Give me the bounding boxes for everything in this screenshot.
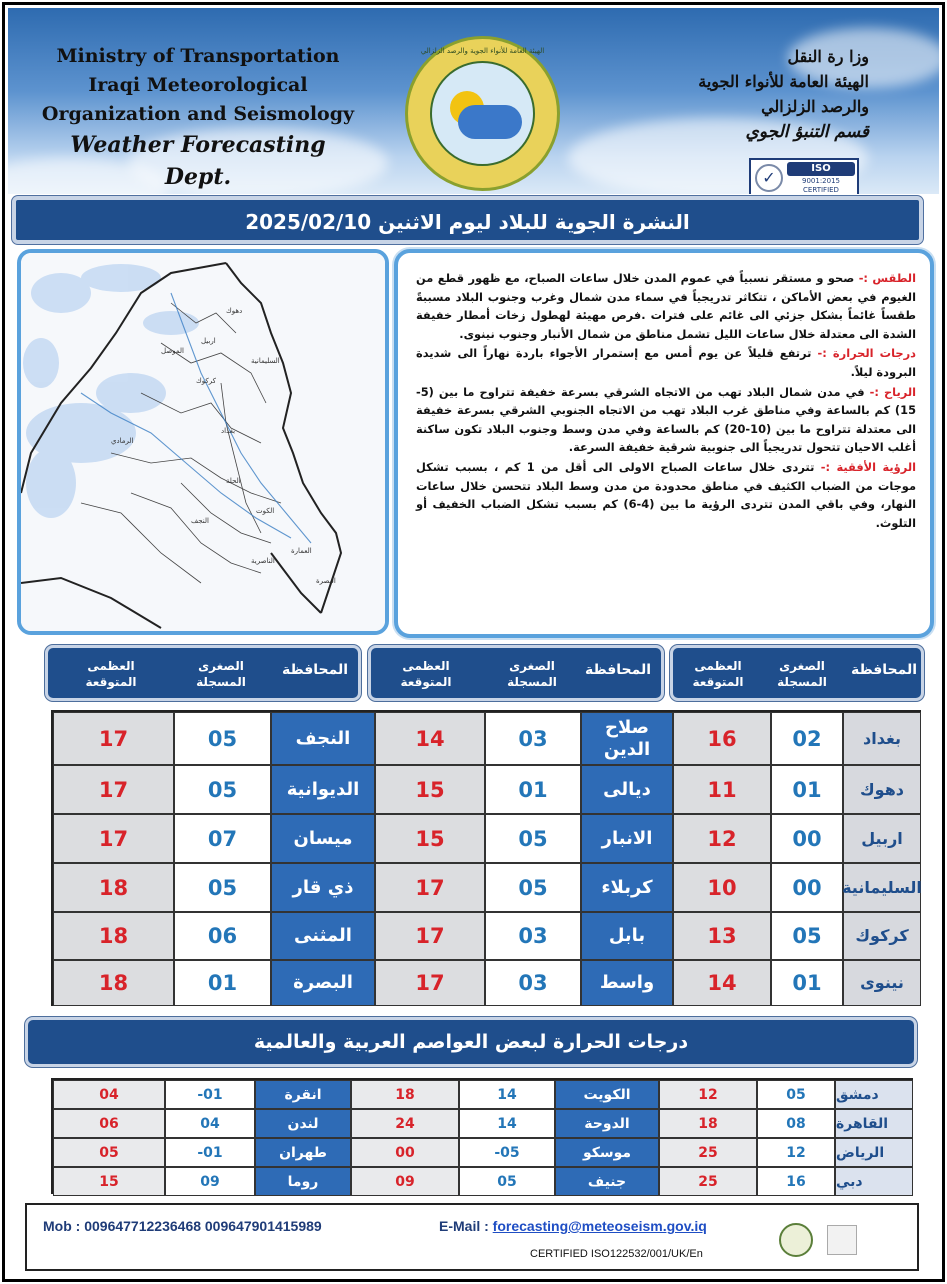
- governorate-cell: بابل: [581, 912, 673, 960]
- governorate-cell: المثنى: [271, 912, 375, 960]
- organization-seal-icon: [779, 1223, 813, 1257]
- mobile-label: Mob :: [43, 1218, 81, 1234]
- mobile-numbers: 009647712236468 009647901415989: [84, 1218, 322, 1234]
- governorate-cell: البصرة: [271, 960, 375, 1006]
- capital-max-temp: 09: [351, 1167, 459, 1196]
- min-temp-cell: 03: [485, 960, 581, 1006]
- capital-min-temp: 14: [459, 1109, 555, 1138]
- svg-text:الموصل: الموصل: [161, 347, 184, 355]
- max-temp-cell: 17: [53, 814, 174, 863]
- table-header-group-1: [670, 645, 924, 701]
- bulletin-title: النشرة الجوية للبلاد ليوم الاثنين 2025/02/10: [245, 210, 690, 234]
- capital-min-temp: 16: [757, 1167, 835, 1196]
- min-temp-cell: 01: [771, 765, 843, 814]
- svg-text:العمارة: العمارة: [291, 547, 312, 555]
- capital-max-temp: 18: [659, 1109, 757, 1138]
- forecast-text: [416, 269, 916, 533]
- max-temp-cell: 14: [673, 960, 771, 1006]
- max-temp-cell: 18: [53, 912, 174, 960]
- governorate-cell: كركوك: [843, 912, 921, 960]
- header-gov: المحافظة: [850, 662, 918, 678]
- capital-city-name: دمشق: [835, 1080, 913, 1109]
- max-temp-cell: 17: [53, 712, 174, 765]
- governorate-cell: ميسان: [271, 814, 375, 863]
- capital-max-temp: 06: [53, 1109, 165, 1138]
- visibility-text: تتردى خلال ساعات الصباح الاولى الى أقل من 1 كم ، بسبب تشكل موجات من الضباب الكثيف في مناطق محدودة من مدن وسط البلاد تتحسن خلال ساعات النهار، وفي باقي المدن تتردى الرؤية ما بين (4-6) كم بسبب تشكل الضباب الخفيف أو التلوث.: [416, 459, 917, 530]
- capital-max-temp: 18: [351, 1080, 459, 1109]
- svg-text:دهوك: دهوك: [226, 307, 243, 315]
- svg-text:الحلة: الحلة: [226, 477, 241, 485]
- organization-sub-ar: والرصد الزلزالي: [761, 97, 869, 116]
- svg-text:النجف: النجف: [191, 517, 209, 525]
- capital-min-temp: 12: [757, 1138, 835, 1167]
- capital-max-temp: 25: [659, 1138, 757, 1167]
- min-temp-cell: 05: [174, 765, 271, 814]
- max-temp-cell: 18: [53, 863, 174, 912]
- capital-min-temp: 09: [165, 1167, 255, 1196]
- forecast-text-box: [394, 249, 934, 638]
- governorate-cell: واسط: [581, 960, 673, 1006]
- capital-max-temp: 05: [53, 1138, 165, 1167]
- governorate-cell: صلاح الدين: [581, 712, 673, 765]
- svg-text:بغداد: بغداد: [221, 427, 236, 435]
- governorate-cell: السليمانية: [843, 863, 921, 912]
- capital-city-name: الرياض: [835, 1138, 913, 1167]
- capital-max-temp: 12: [659, 1080, 757, 1109]
- temperature-text: ترتفع قليلاً عن يوم أمس مع إستمرار الأجواء باردة نهاراً الى شديدة البرودة ليلاً.: [416, 346, 916, 379]
- svg-text:الرمادي: الرمادي: [111, 437, 134, 445]
- wind-label: الرياح :-: [869, 384, 917, 399]
- max-temp-cell: 16: [673, 712, 771, 765]
- min-temp-cell: 02: [771, 712, 843, 765]
- capital-max-temp: 24: [351, 1109, 459, 1138]
- visibility-label: الرؤية الأفقية :-: [820, 459, 917, 474]
- email-contact: [439, 1218, 707, 1234]
- min-temp-cell: 05: [485, 814, 581, 863]
- header-max: العظمى المتوقعة: [400, 659, 452, 689]
- min-temp-cell: 01: [771, 960, 843, 1006]
- organization-name-ar: الهيئة العامة للأنواء الجوية: [698, 72, 869, 91]
- capitals-temperature-table: [51, 1078, 913, 1194]
- min-temp-cell: 05: [174, 863, 271, 912]
- governorate-cell: الديوانية: [271, 765, 375, 814]
- max-temp-cell: 17: [375, 863, 485, 912]
- capital-min-temp: 05: [459, 1167, 555, 1196]
- min-temp-cell: 03: [485, 912, 581, 960]
- capital-city-name: انقرة: [255, 1080, 351, 1109]
- min-temp-cell: 00: [771, 863, 843, 912]
- max-temp-cell: 17: [53, 765, 174, 814]
- table-header-group-2: [368, 645, 664, 701]
- header-gov: المحافظة: [281, 662, 349, 678]
- svg-text:البصرة: البصرة: [316, 577, 336, 585]
- svg-text:الكوت: الكوت: [256, 507, 275, 515]
- bulletin-title-bar: [12, 196, 923, 244]
- header-gov: المحافظة: [584, 662, 652, 678]
- governorate-cell: اربيل: [843, 814, 921, 863]
- svg-text:اربيل: اربيل: [201, 337, 216, 345]
- department-name-ar: قسم التنبؤ الجوي: [745, 122, 869, 142]
- weather-label: الطقس :-: [858, 271, 916, 285]
- svg-text:الناصرية: الناصرية: [251, 557, 275, 565]
- governorate-cell: النجف: [271, 712, 375, 765]
- weather-paragraph: [416, 269, 916, 343]
- header-banner: [8, 8, 939, 194]
- max-temp-cell: 15: [375, 765, 485, 814]
- capital-city-name: جنيف: [555, 1167, 659, 1196]
- min-temp-cell: 05: [174, 712, 271, 765]
- max-temp-cell: 11: [673, 765, 771, 814]
- header-english: [38, 42, 358, 193]
- capital-city-name: القاهرة: [835, 1109, 913, 1138]
- organization-logo: [405, 36, 560, 191]
- capital-min-temp: 14: [459, 1080, 555, 1109]
- capital-city-name: الكويت: [555, 1080, 659, 1109]
- capital-min-temp: -01: [165, 1080, 255, 1109]
- certification-text: CERTIFIED ISO122532/001/UK/En: [530, 1248, 703, 1260]
- temperature-label: درجات الحرارة :-: [817, 346, 916, 361]
- svg-text:كركوك: كركوك: [196, 377, 216, 385]
- capital-city-name: دبي: [835, 1167, 913, 1196]
- footer: [25, 1203, 919, 1271]
- max-temp-cell: 10: [673, 863, 771, 912]
- capitals-title: درجات الحرارة لبعض العواصم العربية والعالمية: [253, 1031, 689, 1053]
- capital-max-temp: 04: [53, 1080, 165, 1109]
- checkmark-icon: ✓: [755, 164, 783, 192]
- cloud-icon: [458, 105, 522, 139]
- capital-city-name: روما: [255, 1167, 351, 1196]
- capital-min-temp: 08: [757, 1109, 835, 1138]
- email-label: E-Mail :: [439, 1218, 489, 1234]
- min-temp-cell: 01: [485, 765, 581, 814]
- capital-min-temp: 04: [165, 1109, 255, 1138]
- iso-subtext: 9001:2015 CERTIFIED: [802, 177, 840, 194]
- iso-partner-logo-icon: [863, 1227, 915, 1253]
- header-min: الصغرى المسجلة: [777, 659, 827, 689]
- capital-city-name: طهران: [255, 1138, 351, 1167]
- header-max: العظمى المتوقعة: [85, 659, 137, 689]
- max-temp-cell: 17: [375, 960, 485, 1006]
- iso-badge: [749, 158, 859, 194]
- temperature-paragraph: [416, 344, 916, 381]
- capital-min-temp: 05: [757, 1080, 835, 1109]
- max-temp-cell: 14: [375, 712, 485, 765]
- min-temp-cell: 01: [174, 960, 271, 1006]
- wind-text: في مدن شمال البلاد تهب من الاتجاه الشرقي بسرعة خفيفة تتراوح ما بين (5-15) كم بالساعة وفي مناطق غرب البلاد تهب من الاتجاه الجنوبي الشرقي بسرعة خفيفة الى معتدلة تتراوح ما بين (10-20) كم بالساعة وفي مدن وسط وجنوب البلاد تكون ساكنة أغلب الاحيان تتحول تدريجياً الى جنوبية شرقية خفيفة السرعة.: [416, 384, 916, 455]
- email-link[interactable]: forecasting@meteoseism.gov.iq: [492, 1218, 707, 1234]
- header-max: العظمى المتوقعة: [692, 659, 744, 689]
- capital-city-name: لندن: [255, 1109, 351, 1138]
- max-temp-cell: 12: [673, 814, 771, 863]
- capital-max-temp: 25: [659, 1167, 757, 1196]
- mobile-contact: [43, 1218, 322, 1234]
- iso-label: ISO: [787, 162, 855, 176]
- governorate-cell: كربلاء: [581, 863, 673, 912]
- iraq-map: [17, 249, 389, 635]
- max-temp-cell: 17: [375, 912, 485, 960]
- header-min: الصغرى المسجلة: [196, 659, 246, 689]
- table-header-group-3: [45, 645, 361, 701]
- partner-logo-icon: [827, 1225, 857, 1255]
- department-name: Weather Forecasting Dept.: [70, 132, 326, 190]
- visibility-paragraph: [416, 458, 916, 532]
- max-temp-cell: 13: [673, 912, 771, 960]
- max-temp-cell: 15: [375, 814, 485, 863]
- logo-ring-text: الهيئة العامة للأنواء الجوية والرصد الزلزالي: [420, 47, 545, 55]
- wind-paragraph: [416, 383, 916, 457]
- header-min: الصغرى المسجلة: [507, 659, 557, 689]
- max-temp-cell: 18: [53, 960, 174, 1006]
- ministry-name-ar: وزا رة النقل: [787, 47, 869, 66]
- organization-line-2: Organization and Seismology: [41, 103, 355, 125]
- governorate-cell: الانبار: [581, 814, 673, 863]
- capital-min-temp: -05: [459, 1138, 555, 1167]
- capital-max-temp: 15: [53, 1167, 165, 1196]
- governorate-cell: دهوك: [843, 765, 921, 814]
- governorate-cell: نينوى: [843, 960, 921, 1006]
- governorate-cell: بغداد: [843, 712, 921, 765]
- governorates-temperature-table: [51, 710, 921, 1006]
- svg-text:السليمانية: السليمانية: [251, 357, 280, 365]
- min-temp-cell: 06: [174, 912, 271, 960]
- min-temp-cell: 07: [174, 814, 271, 863]
- min-temp-cell: 05: [485, 863, 581, 912]
- capital-city-name: الدوحة: [555, 1109, 659, 1138]
- min-temp-cell: 03: [485, 712, 581, 765]
- capitals-title-bar: [25, 1017, 917, 1067]
- capital-city-name: موسكو: [555, 1138, 659, 1167]
- weather-text: صحو و مستقر نسبياً في عموم المدن خلال ساعات الصباح، مع ظهور قطع من الغيوم في بعض الأماكن ، تتكاثر تدريجياً في سماء مدن شمال وغرب وجنوب البلاد مسببةً طقساً غائماً بشكل جزئي الى غائم على فترات .فرص مهيئة لهطول زخات أمطار خفيفة الشدة الى معتدلة خلال ساعات الليل تشمل مناطق من شمال الأنبار وجنوب نينوى.: [416, 271, 916, 341]
- capital-max-temp: 00: [351, 1138, 459, 1167]
- min-temp-cell: 05: [771, 912, 843, 960]
- organization-line-1: Iraqi Meteorological: [88, 74, 308, 96]
- governorate-cell: ذي قار: [271, 863, 375, 912]
- ministry-name: Ministry of Transportation: [56, 45, 340, 67]
- capital-min-temp: -01: [165, 1138, 255, 1167]
- governorate-cell: ديالى: [581, 765, 673, 814]
- header-arabic: [629, 44, 869, 145]
- map-graphic: [21, 253, 385, 631]
- min-temp-cell: 00: [771, 814, 843, 863]
